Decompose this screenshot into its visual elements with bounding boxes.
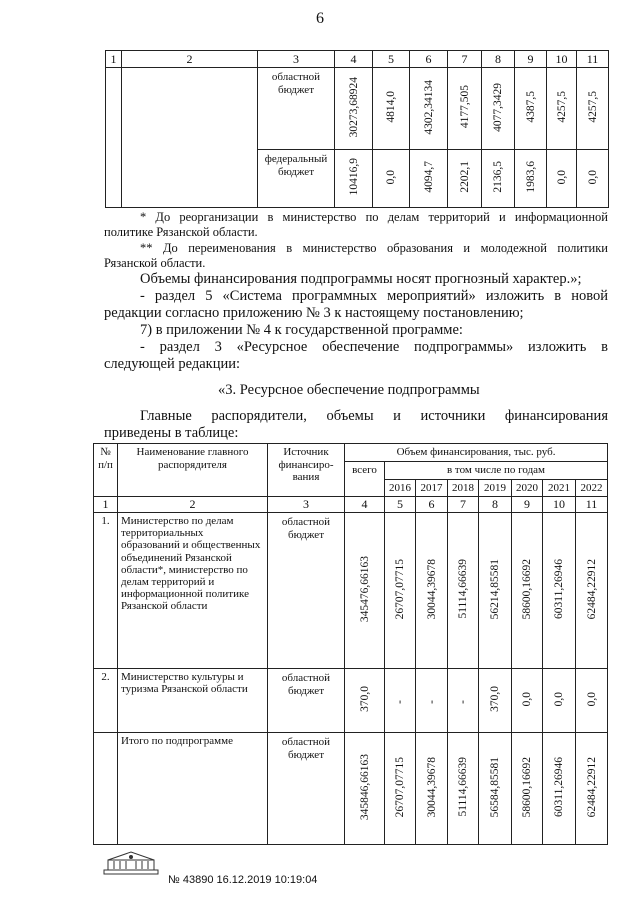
header-volume: Объем финансирования, тыс. руб. xyxy=(345,444,608,462)
value-cell: 4077,3429 xyxy=(492,82,504,132)
value-cell: 30273,68924 xyxy=(347,76,360,138)
col-number: 7 xyxy=(448,497,479,513)
col-number: 1 xyxy=(94,497,118,513)
value-cell: 2136,5 xyxy=(492,161,504,193)
body-paragraph: 7) в приложении № 4 к государственной программе: xyxy=(140,322,463,338)
value-cell: 58600,16692 xyxy=(521,558,533,620)
col-number: 9 xyxy=(515,51,547,68)
row-name: Министерство культуры и туризма Рязанской области xyxy=(118,669,268,733)
row-num: 2. xyxy=(94,669,118,733)
value-cell: 370,0 xyxy=(358,686,371,712)
funding-source: областной бюджет xyxy=(268,513,345,669)
row-num: 1. xyxy=(94,513,118,669)
funding-table xyxy=(93,443,608,845)
value-cell: - xyxy=(425,699,438,704)
value-cell: 0,0 xyxy=(585,691,598,707)
value-cell: 4257,5 xyxy=(555,91,568,123)
body-paragraph: Главные распорядители, объемы и источники финансирования xyxy=(140,408,608,424)
col-number: 6 xyxy=(416,497,448,513)
value-cell: 26707,07715 xyxy=(394,558,406,620)
footnote-2b: Рязанской области. xyxy=(104,256,206,270)
header-incl: в том числе по годам xyxy=(385,462,608,480)
funding-source: областной бюджет xyxy=(268,733,345,845)
value-cell: 56214,85581 xyxy=(489,558,501,620)
value-cell: 60311,26946 xyxy=(553,559,565,619)
body-paragraph: - раздел 5 «Система программных мероприятий» изложить в новой xyxy=(140,288,608,304)
funding-source: федеральный бюджет xyxy=(258,150,335,208)
value-cell: 4387,5 xyxy=(524,91,537,123)
top-table-row xyxy=(106,68,609,150)
row-name: Министерство по делам территориальных образований и общественных объединений Рязанской области*, министерство по делам территорий и информационной политике Рязанской области xyxy=(118,513,268,669)
value-cell: 345476,66163 xyxy=(358,555,371,623)
value-cell: 30044,39678 xyxy=(425,756,438,818)
value-cell: 0,0 xyxy=(555,169,568,185)
table-row xyxy=(94,669,608,733)
value-cell: 56584,85581 xyxy=(489,756,501,818)
header-year: 2019 xyxy=(479,479,512,497)
header-year: 2018 xyxy=(448,479,479,497)
value-cell: 4094,7 xyxy=(422,161,435,193)
col-number: 8 xyxy=(479,497,512,513)
header-year: 2017 xyxy=(416,479,448,497)
col-number: 4 xyxy=(345,497,385,513)
page-number: 6 xyxy=(316,10,324,27)
header-year: 2016 xyxy=(385,479,416,497)
footnote-1b: политике Рязанской области. xyxy=(104,225,258,239)
value-cell: - xyxy=(394,699,406,704)
top-table xyxy=(105,50,609,208)
body-paragraph: Объемы финансирования подпрограммы носят прогнозный характер.»; xyxy=(140,271,582,287)
value-cell: 60311,26946 xyxy=(553,757,565,817)
value-cell: 2202,1 xyxy=(458,161,471,193)
section-title: «3. Ресурсное обеспечение подпрограммы xyxy=(218,382,480,398)
value-cell: 26707,07715 xyxy=(394,756,406,818)
document-number: № 43890 16.12.2019 10:19:04 xyxy=(168,874,318,886)
col-number: 2 xyxy=(122,51,258,68)
col-number: 1 xyxy=(106,51,122,68)
col-number: 8 xyxy=(482,51,515,68)
value-cell: - xyxy=(457,699,469,704)
value-cell: 0,0 xyxy=(385,169,397,185)
col-number: 4 xyxy=(335,51,373,68)
row-name: Итого по подпрограмме xyxy=(118,733,268,845)
value-cell: 4257,5 xyxy=(586,91,599,123)
funding-source: областной бюджет xyxy=(268,669,345,733)
footnote-2a: ** До переименования в министерство образования и молодежной политики xyxy=(140,241,608,255)
value-cell: 4302,34134 xyxy=(422,79,435,135)
table-row-total xyxy=(94,733,608,845)
value-cell: 345846,66163 xyxy=(358,753,371,821)
value-cell: 51114,66639 xyxy=(457,757,469,817)
value-cell: 51114,66639 xyxy=(457,559,469,619)
table-row xyxy=(94,513,608,669)
value-cell: 0,0 xyxy=(521,691,533,707)
header-source: Источник финансиро-вания xyxy=(268,444,345,497)
col-number: 11 xyxy=(577,51,609,68)
header-total: всего xyxy=(345,462,385,497)
value-cell: 4177,505 xyxy=(458,85,471,129)
value-cell: 370,0 xyxy=(489,686,501,712)
top-table-header-row xyxy=(106,51,609,68)
header-num: № п/п xyxy=(94,444,118,497)
header-name: Наименование главного распорядителя xyxy=(118,444,268,497)
table-header-row xyxy=(94,444,608,462)
col-number: 6 xyxy=(410,51,448,68)
value-cell: 58600,16692 xyxy=(521,756,533,818)
header-year: 2022 xyxy=(576,479,608,497)
funding-source: областной бюджет xyxy=(258,68,335,150)
value-cell: 62484,22912 xyxy=(585,756,598,818)
footnote-1a: * До реорганизации в министерство по делам территорий и информационной xyxy=(140,210,608,224)
col-number: 3 xyxy=(268,497,345,513)
value-cell: 30044,39678 xyxy=(425,558,438,620)
body-paragraph: редакции согласно приложению № 3 к настоящему постановлению; xyxy=(104,305,524,321)
value-cell: 62484,22912 xyxy=(585,558,598,620)
header-year: 2021 xyxy=(543,479,576,497)
col-number: 10 xyxy=(543,497,576,513)
col-number: 3 xyxy=(258,51,335,68)
col-number: 2 xyxy=(118,497,268,513)
body-paragraph: следующей редакции: xyxy=(104,356,241,372)
value-cell: 10416,9 xyxy=(347,158,360,196)
col-number: 5 xyxy=(373,51,410,68)
registry-stamp-icon xyxy=(100,850,162,876)
header-year: 2020 xyxy=(512,479,543,497)
body-paragraph: приведены в таблице: xyxy=(104,425,239,441)
col-number: 11 xyxy=(576,497,608,513)
row-num xyxy=(94,733,118,845)
value-cell: 0,0 xyxy=(553,691,565,707)
body-paragraph: - раздел 3 «Ресурсное обеспечение подпрограммы» изложить в xyxy=(140,339,608,355)
col-number: 9 xyxy=(512,497,543,513)
col-number: 5 xyxy=(385,497,416,513)
value-cell: 0,0 xyxy=(586,169,599,185)
column-number-row xyxy=(94,497,608,513)
col-number: 7 xyxy=(448,51,482,68)
col-number: 10 xyxy=(547,51,577,68)
value-cell: 4814,0 xyxy=(385,91,397,123)
value-cell: 1983,6 xyxy=(524,161,537,193)
